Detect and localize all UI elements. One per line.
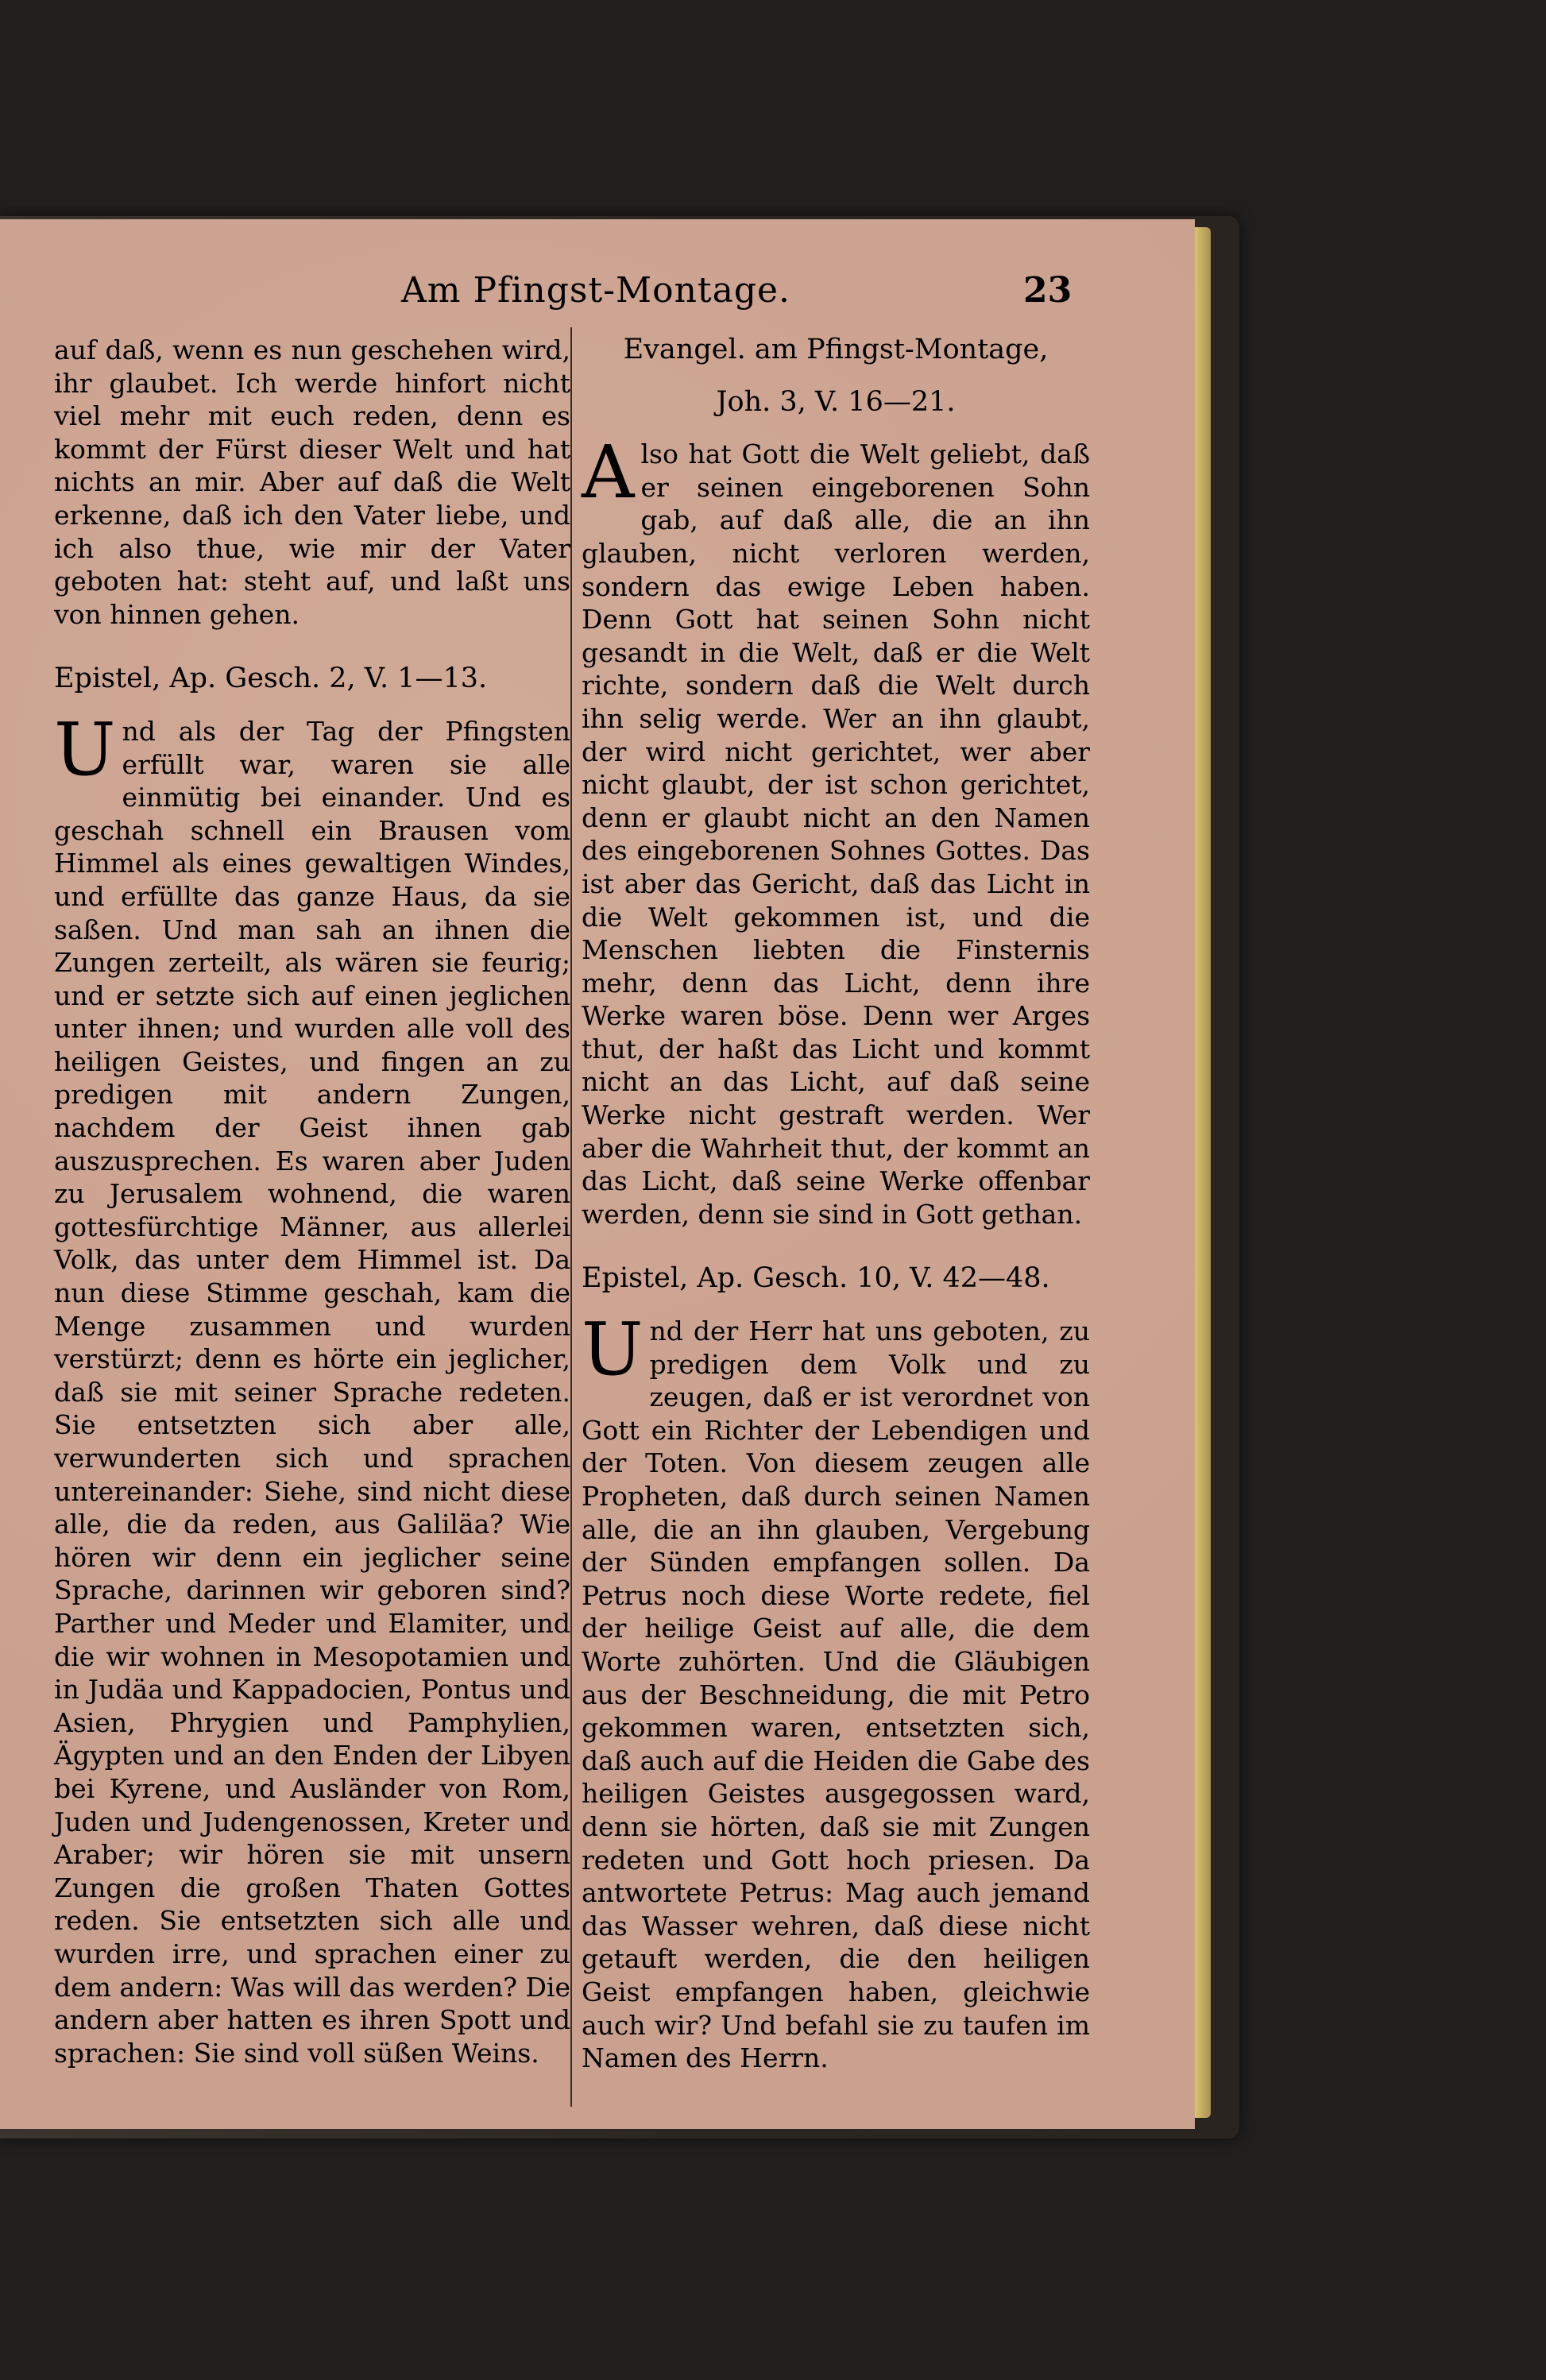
gospel-reference: Joh. 3, V. 16—21.: [716, 385, 956, 418]
epistle-body-left: nd als der Tag der Pfingsten erfüllt war, waren sie alle einmütig bei einander. Und es geschah schnell ein Brausen vom Himmel als eines gewaltigen Windes, und erfüllte das ganze Haus, da sie saßen. Und man sah an ihnen die Zungen zerteilt, als wären sie feurig; und er setzte sich auf einen jeglichen unter ihnen; und wurden alle voll des heiligen Geistes, und fingen an zu predigen mit andern Zungen, nachdem der Geist ihnen gab auszusprechen. Es waren aber Juden zu Jerusalem wohnend, die waren gottesfürchtige Männer, aus allerlei Volk, das unter dem Himmel ist. Da nun diese Stimme geschah, kam die Menge zusammen und wurden verstürzt; denn es hörte ein jeglicher, daß sie mit seiner Sprache redeten. Sie entsetzten sich aber alle, verwunderten sich und sprachen untereinander: Siehe, sind nicht diese alle, die da reden, aus Galiläa? Wie hören wir denn ein jeglicher seine Sprache, darinnen wir geboren sind? Parther und Meder und Elamiter, und die wir wohnen in Mesopotamien und in Judäa und Kappadocien, Pontus und Asien, Phrygien und Pamphylien, Ägypten und an den Enden der Libyen bei Kyrene, und Ausländer von Rom, Juden und Judengenossen, Kreter und Araber; wir hören sie mit unsern Zungen die großen Thaten Gottes reden. Sie entsetzten sich alle und wurden irre, und sprachen einer zu dem andern: Was will das werden? Die andern aber hatten es ihren Spott und sprachen: Sie sind voll süßen Weins.: [54, 715, 570, 2069]
page-header: [0, 270, 1195, 326]
gospel-text: [582, 430, 1090, 1231]
drop-cap: U: [54, 706, 116, 792]
continued-paragraph: auf daß, wenn es nun geschehen wird, ihr glaubet. Ich werde hinfort nicht viel mehr mit euch reden, denn es kommt der Fürst dieser Welt und hat nichts an mir. Aber auf daß die Welt erkenne, daß ich den Vater liebe, und ich also thue, wie mir der Vater geboten hat: steht auf, und laßt uns von hinnen gehen.: [54, 334, 570, 630]
epistle-text-right: [582, 1307, 1090, 2075]
epistle-heading-right: Epistel, Ap. Gesch. 10, V. 42—48.: [582, 1262, 1050, 1295]
gospel-body: lso hat Gott die Welt geliebt, daß er seinen eingeborenen Sohn gab, auf daß alle, die an ihn glauben, nicht verloren werden, sondern das ewige Leben haben. Denn Gott hat seinen Sohn nicht gesandt in die Welt, daß er die Welt richte, sondern daß die Welt durch ihn selig werde. Wer an ihn glaubt, der wird nicht gerichtet, wer aber nicht glaubt, der ist schon gerichtet, denn er glaubt nicht an den Namen des eingeborenen Sohnes Gottes. Das ist aber das Gericht, daß das Licht in die Welt gekommen ist, und die Menschen liebten die Finsternis mehr, denn das Licht, denn ihre Werke waren böse. Denn wer Arges thut, der haßt das Licht und kommt nicht an das Licht, auf daß seine Werke nicht gestraft werden. Wer aber die Wahrheit thut, der kommt an das Licht, daß seine Werke offenbar werden, denn sie sind in Gott gethan.: [582, 439, 1090, 1230]
running-title: Am Pfingst-Montage.: [400, 270, 791, 311]
epistle-body-right: nd der Herr hat uns geboten, zu predigen dem Volk und zu zeugen, daß er ist verordnet von Gott ein Richter der Lebendigen und der Toten. Von diesem zeugen alle Propheten, daß durch seinen Namen alle, die an ihn glauben, Vergebung der Sünden empfangen sollen. Da Petrus noch diese Worte redete, fiel der heilige Geist auf alle, die dem Worte zuhörten. Und die Gläubigen aus der Beschneidung, die mit Petro gekommen waren, entsetzten sich, daß auch auf die Heiden die Gabe des heiligen Geistes ausgegossen ward, denn sie hörten, daß sie mit Zungen redeten und Gott hoch priesen. Da antwortete Petrus: Mag auch jemand das Wasser wehren, daß diese nicht getauft werden, die den heiligen Geist empfangen haben, gleichwie auch wir? Und befahl sie zu taufen im Namen des Herrn.: [582, 1316, 1090, 2074]
page-number: 23: [1023, 270, 1073, 311]
drop-cap: U: [582, 1307, 644, 1393]
drop-cap: A: [582, 430, 635, 516]
epistle-text-left: [54, 706, 570, 2069]
epistle-heading-left: Epistel, Ap. Gesch. 2, V. 1—13.: [54, 663, 488, 695]
gospel-heading: Evangel. am Pfingst-Montage,: [623, 334, 1049, 365]
left-column: [54, 334, 570, 2101]
right-column: [582, 334, 1090, 2107]
column-divider: [570, 327, 572, 2107]
